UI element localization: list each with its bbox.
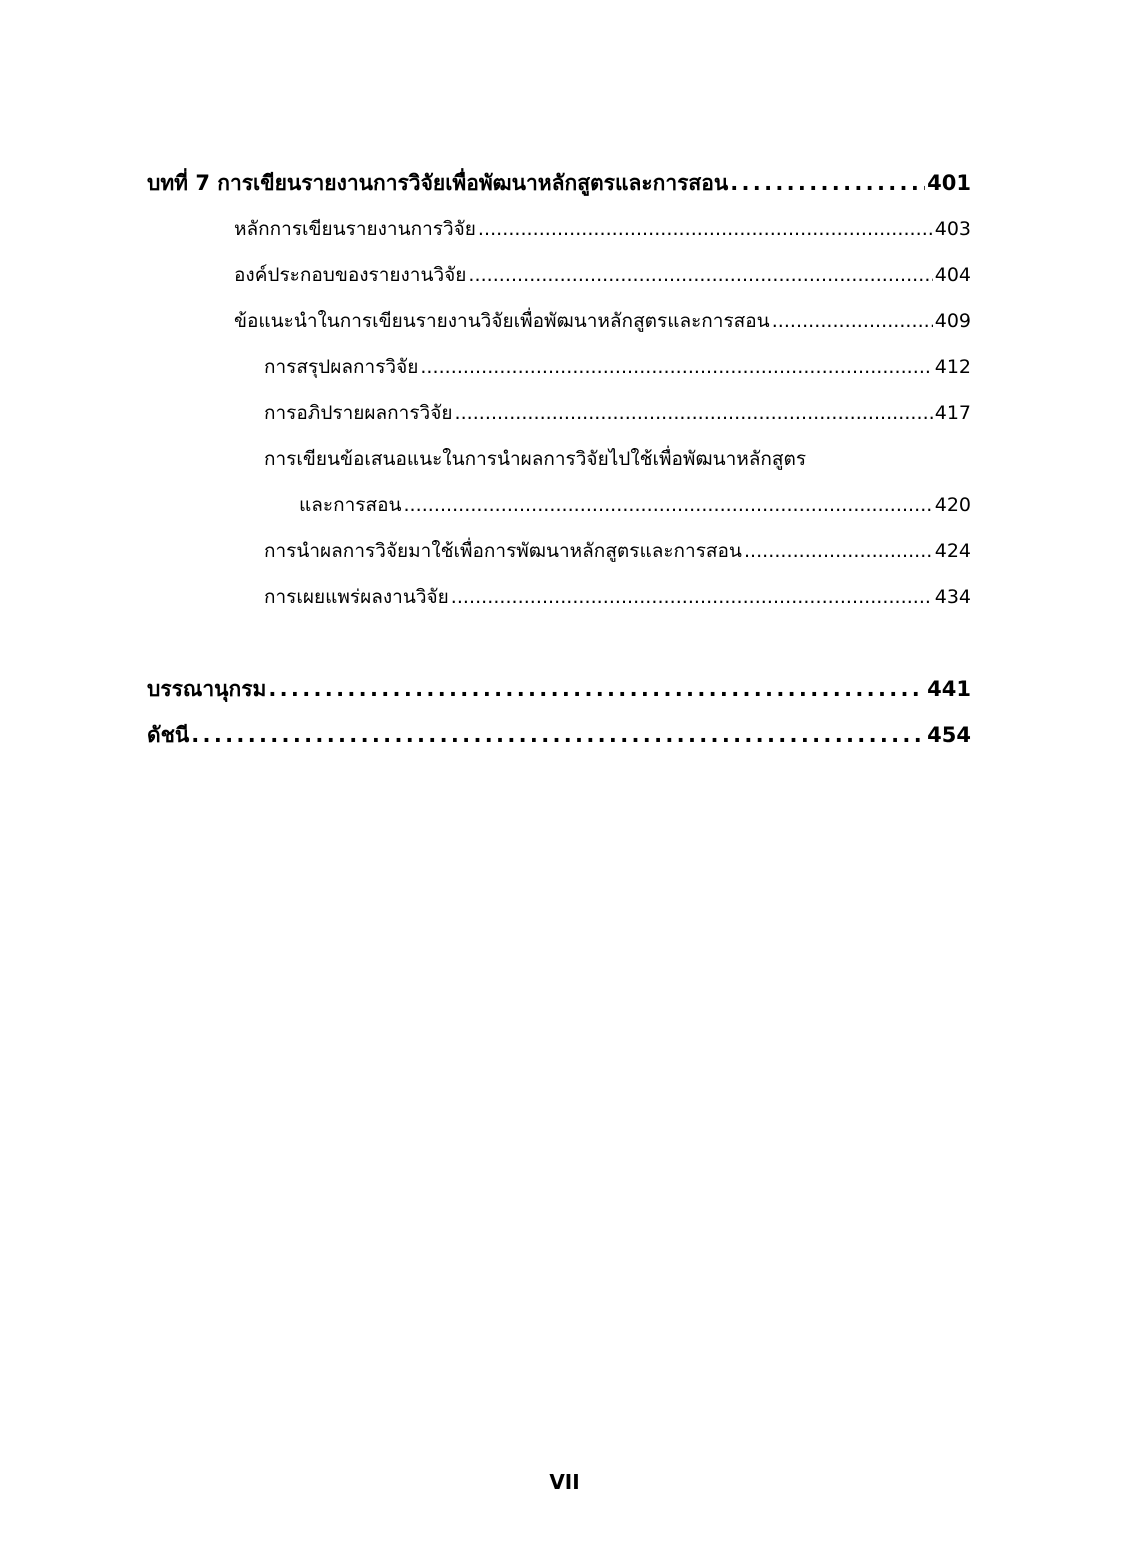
toc-entry-page: 412: [934, 356, 971, 378]
toc-entry-title: การเผยแพร่ผลงานวิจัย: [264, 586, 449, 608]
toc-entry-title: การนำผลการวิจัยมาใช้เพื่อการพัฒนาหลักสูตรและการสอน: [264, 540, 742, 562]
toc-entry-page: 401: [927, 171, 971, 195]
toc-entry-title: การสรุปผลการวิจัย: [264, 356, 419, 378]
dot-leader: [268, 666, 925, 712]
toc-entry-page: 454: [927, 723, 971, 747]
toc-subsection[interactable]: [147, 390, 971, 436]
toc-entry-title: บทที่ 7 การเขียนรายงานการวิจัยเพื่อพัฒนาหลักสูตรและการสอน: [147, 171, 729, 195]
toc-entry-page: 404: [934, 264, 971, 286]
section-gap: [147, 620, 971, 666]
toc-section[interactable]: [147, 206, 971, 252]
toc-subsection[interactable]: [147, 528, 971, 574]
toc-section[interactable]: [147, 252, 971, 298]
toc-section[interactable]: [147, 298, 971, 344]
dot-leader: [744, 528, 933, 574]
toc-subsection-line2[interactable]: [147, 482, 971, 528]
dot-leader: [420, 344, 932, 390]
toc-chapter-7[interactable]: [147, 160, 971, 206]
toc-index[interactable]: [147, 712, 971, 758]
toc-entry-page: 417: [934, 402, 971, 424]
toc-entry-page: 403: [934, 218, 971, 240]
toc-entry-title: หลักการเขียนรายงานการวิจัย: [234, 218, 476, 240]
dot-leader: [478, 206, 933, 252]
dot-leader: [772, 298, 933, 344]
toc-bibliography[interactable]: [147, 666, 971, 712]
toc-entry-title: ดัชนี: [147, 723, 190, 747]
dot-leader: [468, 252, 932, 298]
toc-entry-title: และการสอน: [299, 494, 402, 516]
toc-entry-title: องค์ประกอบของรายงานวิจัย: [234, 264, 467, 286]
dot-leader: [191, 712, 925, 758]
table-of-contents: [147, 160, 971, 758]
toc-entry-title: ข้อแนะนำในการเขียนรายงานวิจัยเพื่อพัฒนาหลักสูตรและการสอน: [234, 310, 770, 332]
dot-leader: [451, 574, 933, 620]
dot-leader: [403, 482, 932, 528]
toc-entry-title: การเขียนข้อเสนอแนะในการนำผลการวิจัยไปใช้เพื่อพัฒนาหลักสูตร: [264, 448, 807, 470]
dot-leader: [454, 390, 932, 436]
toc-entry-page: 441: [927, 677, 971, 701]
toc-entry-page: 420: [934, 494, 971, 516]
toc-subsection[interactable]: [147, 344, 971, 390]
page-number: VII: [549, 1470, 580, 1494]
toc-subsection[interactable]: [147, 574, 971, 620]
toc-entry-title: การอภิปรายผลการวิจัย: [264, 402, 453, 424]
toc-entry-page: 409: [934, 310, 971, 332]
toc-entry-page: 424: [934, 540, 971, 562]
toc-entry-title: บรรณานุกรม: [147, 677, 267, 701]
toc-subsection-line1[interactable]: [147, 436, 971, 482]
toc-entry-page: 434: [934, 586, 971, 608]
dot-leader: [730, 160, 925, 206]
